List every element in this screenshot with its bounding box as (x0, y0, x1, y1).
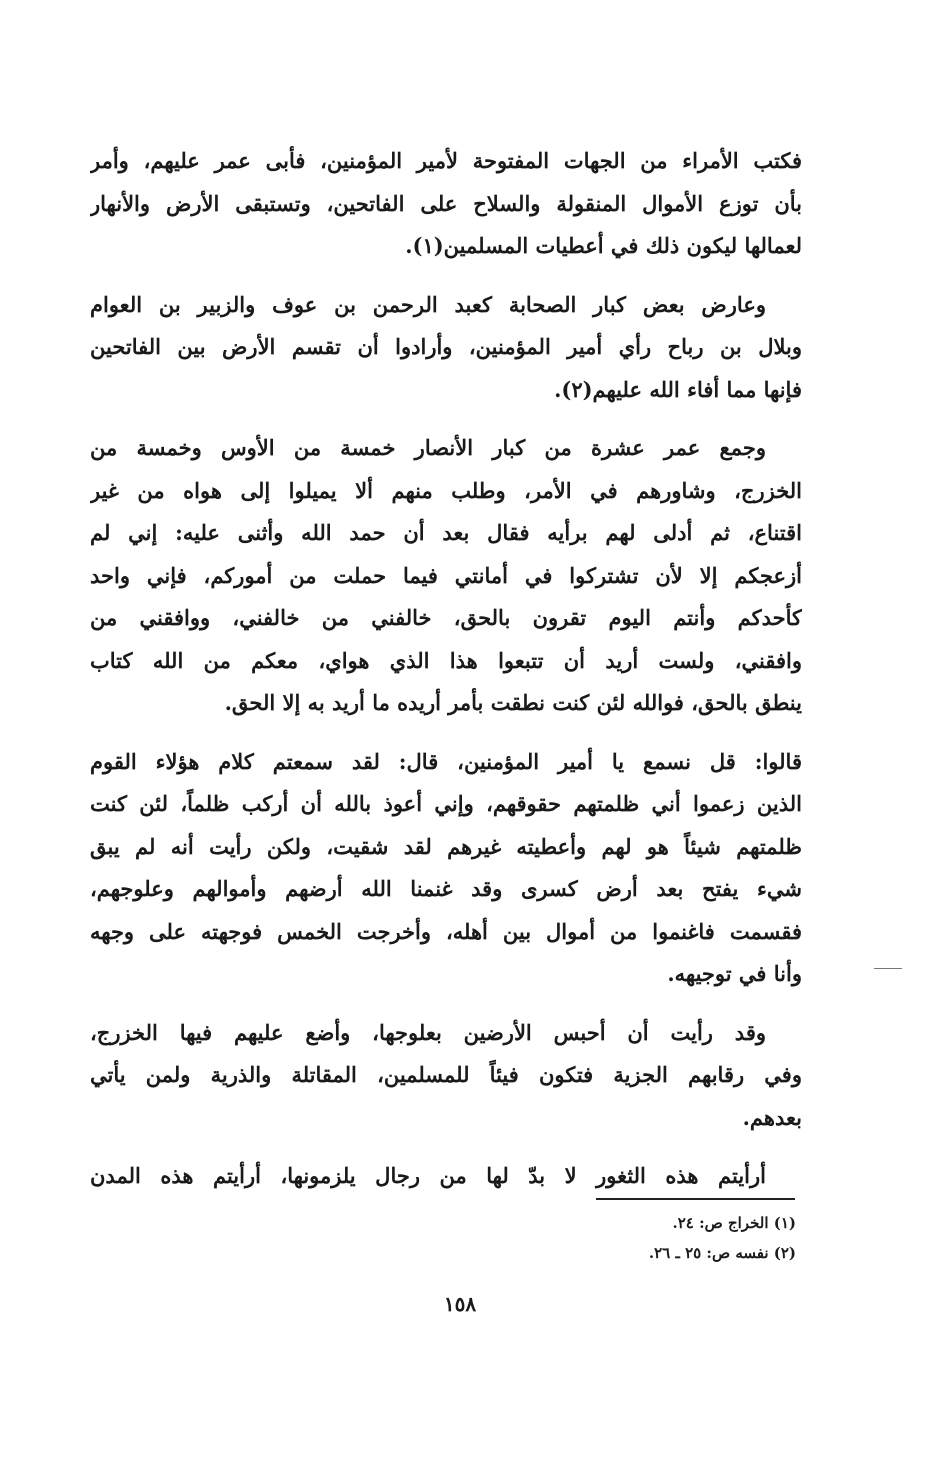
text-line: وبلال بن رباح رأي أمير المؤمنين، وأرادوا أن تقسم الأرض بين الفاتحين (90, 334, 802, 359)
paragraph-6 (90, 1155, 802, 1198)
text-line: الخزرج، وشاورهم في الأمر، وطلب منهم ألا يميلوا إلى هواه من غير (90, 477, 802, 503)
text-line: كأحدكم وأنتم اليوم تقرون بالحق، خالفني من خالفني، ووافقني من (90, 605, 802, 630)
text-line: وفي رقابهم الجزية فتكون فيئاً للمسلمين، المقاتلة والذرية ولمن يأتي (90, 1062, 802, 1087)
paragraph-3 (90, 427, 802, 725)
footnote-2: (٢) نفسه ص: ٢٥ ـ ٢٦. (648, 1244, 796, 1262)
footnotes (430, 1208, 796, 1268)
text-line: بأن توزع الأموال المنقولة والسلاح على الفاتحين، وتستبقى الأرض والأنهار (90, 190, 802, 216)
text-line: فإنها مما أفاء الله عليهم(٢). (554, 376, 802, 402)
footnote-1: (١) الخراج ص: ٢٤. (672, 1214, 796, 1232)
footnote-divider (596, 1198, 795, 1200)
body-text (90, 140, 802, 1214)
text-line: وأنا في توجيهه. (667, 961, 802, 986)
text-line: أرأيتم هذه الثغور لا بدّ لها من رجال يلزمونها، أرأيتم هذه المدن (90, 1163, 766, 1188)
page-number: ١٥٨ (443, 1292, 477, 1316)
text-line: بعدهم. (742, 1104, 802, 1130)
text-line: ينطق بالحق، فوالله لئن كنت نطقت بأمر أريده ما أريد به إلا الحق. (224, 690, 802, 715)
paragraph-5 (90, 1012, 802, 1140)
text-line: شيء يفتح بعد أرض كسرى وقد غنمنا الله أرضهم وأموالهم وعلوجهم، (90, 876, 802, 901)
paragraph-1 (90, 140, 802, 268)
text-line: لعمالها ليكون ذلك في أعطيات المسلمين(١). (405, 233, 802, 258)
text-line: وجمع عمر عشرة من كبار الأنصار خمسة من الأوس وخمسة من (90, 435, 766, 460)
margin-mark (874, 968, 902, 969)
text-line: اقتناع، ثم أدلى لهم برأيه فقال بعد أن حمد الله وأثنى عليه: إني لم (90, 520, 802, 545)
text-line: وافقني، ولست أريد أن تتبعوا هذا الذي هواي، معكم من الله كتاب (90, 647, 802, 673)
text-line: فكتب الأمراء من الجهات المفتوحة لأمير المؤمنين، فأبى عمر عليهم، وأمر (90, 148, 802, 173)
text-line: فقسمت فاغنموا من أموال بين أهله، وأخرجت الخمس فوجهته على وجهه (90, 918, 802, 944)
text-line: الذين زعموا أني ظلمتهم حقوقهم، وإني أعوذ بالله أن أركب ظلماً، لئن كنت (90, 791, 802, 816)
text-line: وعارض بعض كبار الصحابة كعبد الرحمن بن عوف والزبير بن العوام (90, 291, 766, 317)
paragraph-2 (90, 284, 802, 412)
text-line: ظلمتهم شيئاً هو لهم وأعطيته غيرهم لقد شقيت، ولكن رأيت أنه لم يبق (90, 833, 802, 859)
text-line: أزعجكم إلا لأن تشتركوا في أمانتي فيما حملت من أموركم، فإني واحد (90, 562, 802, 588)
text-line: وقد رأيت أن أحبس الأرضين بعلوجها، وأضع عليهم فيها الخزرج، (90, 1019, 766, 1045)
text-line: قالوا: قل نسمع يا أمير المؤمنين، قال: لقد سمعتم كلام هؤلاء القوم (90, 748, 802, 774)
paragraph-4 (90, 741, 802, 996)
